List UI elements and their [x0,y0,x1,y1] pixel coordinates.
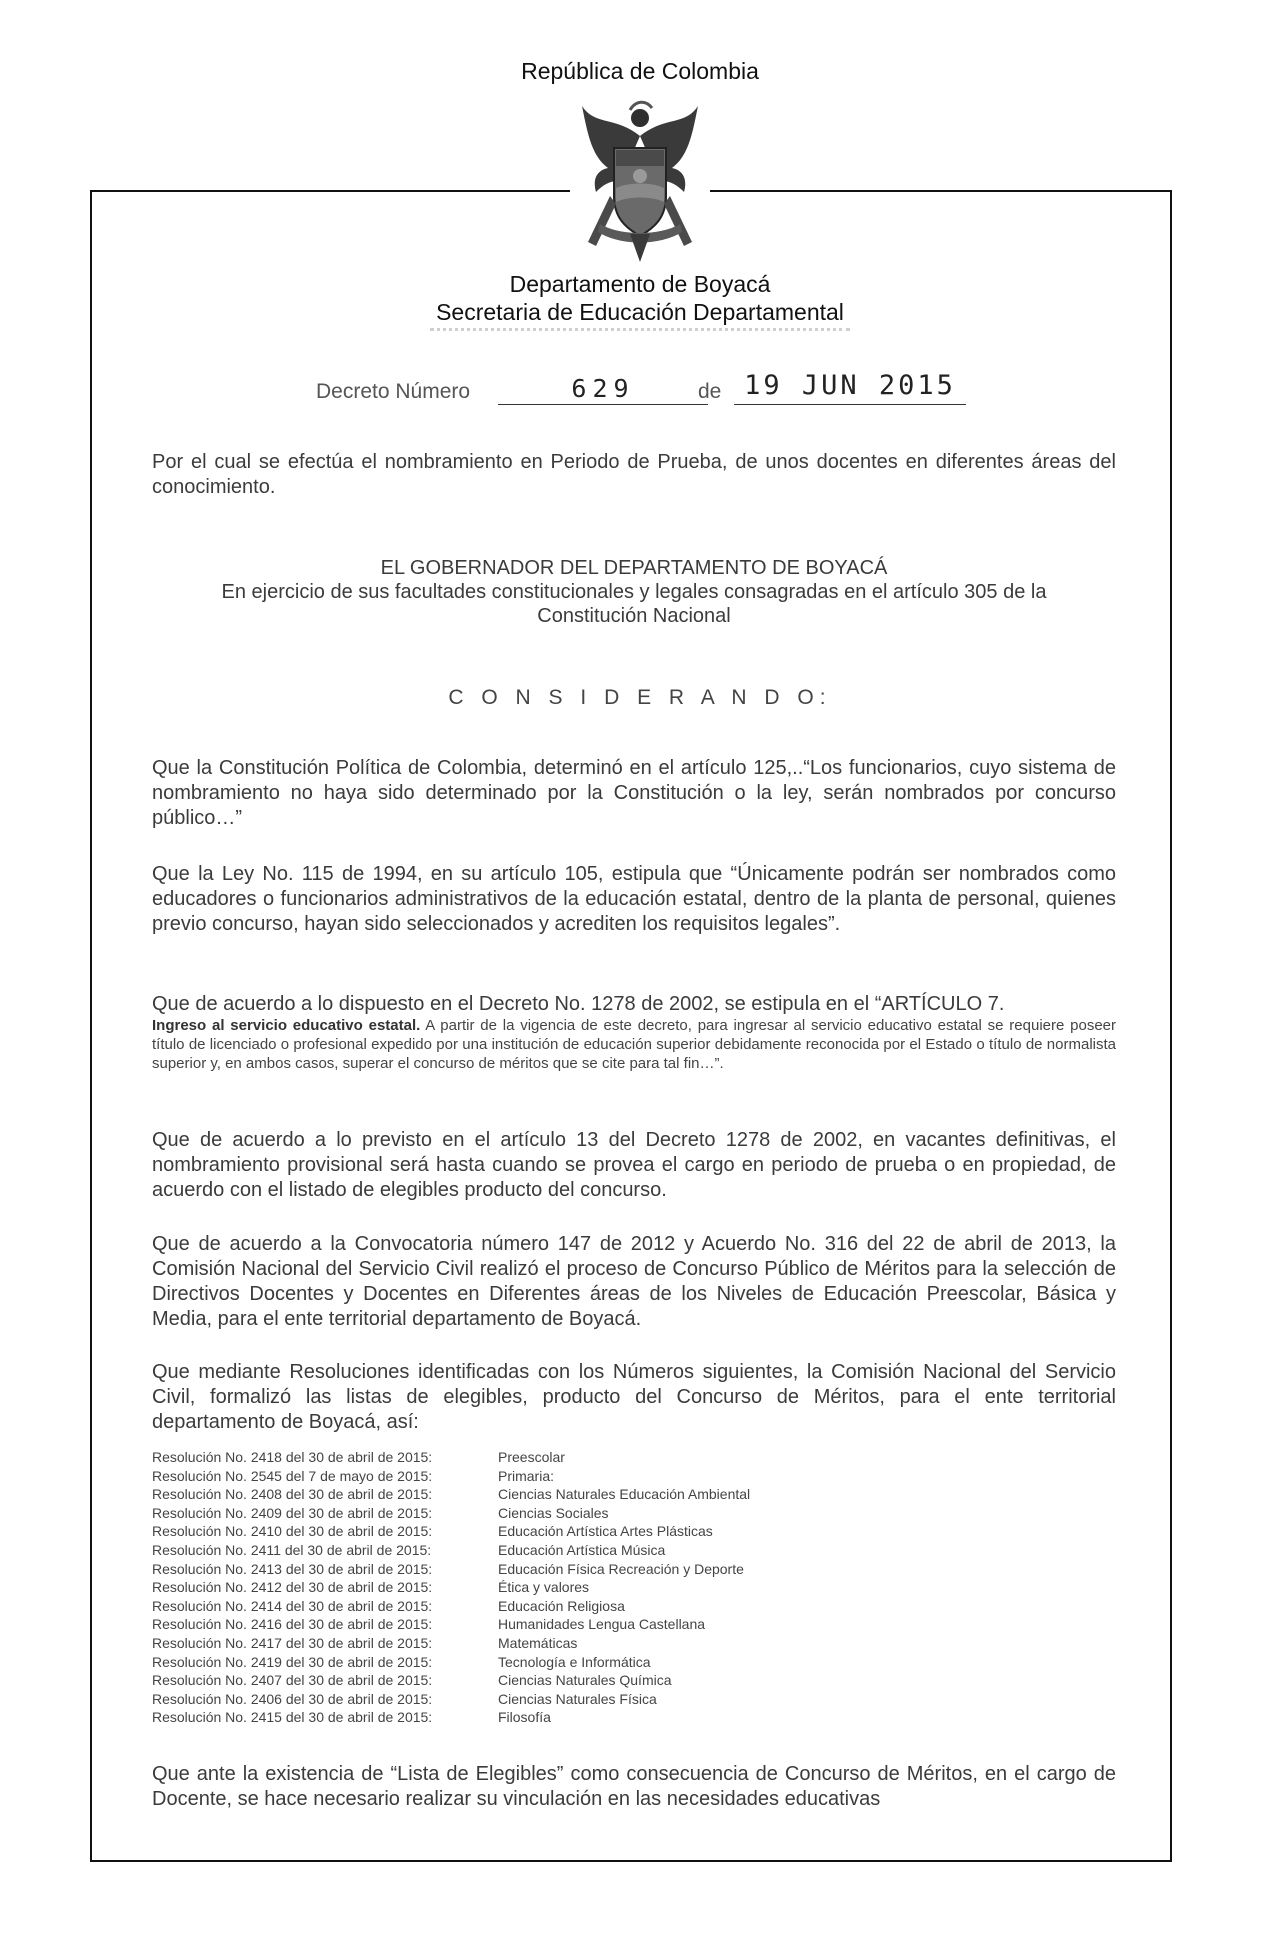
resolution-area: Educación Física Recreación y Deporte [498,1560,744,1577]
resolution-number: Resolución No. 2418 del 30 de abril de 2015: [152,1449,433,1465]
resolution-number: Resolución No. 2406 del 30 de abril de 2015: [152,1690,433,1707]
resolution-row [152,1578,852,1597]
coat-of-arms-icon [570,96,710,266]
paragraph-decreto-1278: Que de acuerdo a lo dispuesto en el Decreto No. 1278 de 2002, se estipula en el “ARTÍCULO 7. [152,993,1005,1015]
resolution-number: Resolución No. 2412 del 30 de abril de 2015: [152,1579,433,1596]
resolution-row [152,1690,852,1709]
governor-faculties-line2: Constitución Nacional [537,605,731,627]
resolution-number: Resolución No. 2408 del 30 de abril de 2015: [152,1486,433,1503]
resolution-row [152,1615,852,1634]
resolution-number: Resolución No. 2419 del 30 de abril de 2015: [152,1653,433,1670]
resolution-row [152,1653,852,1672]
resolution-number: Resolución No. 2410 del 30 de abril de 2015: [152,1523,433,1540]
resolution-row [152,1485,852,1504]
secretary-name: Secretaria de Educación Departamental [436,299,844,325]
resolution-row [152,1522,852,1541]
paragraph-constitution: Que la Constitución Política de Colombia, determinó en el artículo 125,..“Los funcionarios, cuyo sistema de nombramiento no haya sido determinado por la Constitución o la ley, serán nombrados por concurso público…” [152,757,1116,829]
resolution-area: Ética y valores [498,1579,590,1596]
governor-block [152,556,1116,628]
decree-date-label: de [698,380,722,403]
article-7-quote [152,1016,1116,1073]
resolutions-list [152,1448,852,1727]
article-7-title: Ingreso al servicio educativo estatal. [152,1017,421,1034]
paragraph-resoluciones: Que mediante Resoluciones identificadas con los Números siguientes, la Comisión Nacional del Servicio Civil, formalizó las listas de elegibles, producto del Concurso de Méritos, para el ente territorial departamento de Boyacá, así: [152,1361,1116,1433]
resolution-area: Ciencias Naturales Educación Ambiental [498,1486,751,1503]
resolution-row [152,1541,852,1560]
resolution-number: Resolución No. 2409 del 30 de abril de 2015: [152,1504,433,1521]
resolution-area: Matemáticas [498,1634,578,1651]
resolution-area: Tecnología e Informática [498,1653,651,1670]
decree-number-value: 629 [498,374,708,405]
resolution-area: Ciencias Naturales Física [498,1690,657,1707]
decree-number-label: Decreto Número [316,380,471,403]
resolution-row [152,1448,852,1467]
resolution-number: Resolución No. 2413 del 30 de abril de 2015: [152,1560,433,1577]
resolution-number: Resolución No. 2415 del 30 de abril de 2015: [152,1709,433,1726]
decree-number-line [316,370,956,412]
paragraph-convocatoria: Que de acuerdo a la Convocatoria número 147 de 2012 y Acuerdo No. 316 del 22 de abril de 2013, la Comisión Nacional del Servicio Civil realizó el proceso de Concurso Público de Méritos para la selección de Directivos Docentes y Docentes en Diferentes áreas de los Niveles de Educación Preescolar, Básica y Media, para el ente territorial departamento de Boyacá. [152,1233,1116,1330]
resolution-row [152,1504,852,1523]
governor-faculties-line1: En ejercicio de sus facultades constitucionales y legales consagradas en el artículo 305 de la [221,581,1047,603]
resolution-area: Ciencias Sociales [498,1504,609,1521]
paragraph-ley-115: Que la Ley No. 115 de 1994, en su artículo 105, estipula que “Únicamente podrán ser nombrados como educadores o funcionarios administrativos de la educación estatal, dentro de la planta de personal, quienes previo concurso, hayan sido seleccionados y acrediten los requisitos legales”. [152,863,1116,935]
article-7-text: A partir de la vigencia de este decreto, para ingresar al servicio educativo estatal se requiere poseer título de licenciado o profesional expedido por una institución de educación superior debidamente reconocida por el Estado o título de normalista superior y, en ambos casos, superar el concurso de méritos que se cite para tal fin…”. [152,1017,1116,1072]
resolution-number: Resolución No. 2414 del 30 de abril de 2015: [152,1597,433,1614]
resolution-number: Resolución No. 2416 del 30 de abril de 2015: [152,1616,433,1633]
paragraph-article-13: Que de acuerdo a lo previsto en el artículo 13 del Decreto 1278 de 2002, en vacantes definitivas, el nombramiento provisional será hasta cuando se provea el cargo en periodo de prueba o en propiedad, de acuerdo con el listado de elegibles producto del concurso. [152,1129,1116,1201]
decree-intro: Por el cual se efectúa el nombramiento en Periodo de Prueba, de unos docentes en diferentes áreas del conocimiento. [152,451,1116,498]
resolution-number: Resolución No. 2417 del 30 de abril de 2015: [152,1634,433,1651]
crest-graphic [570,96,710,266]
resolution-row [152,1708,852,1727]
resolution-area: Primaria: [498,1467,555,1484]
resolution-area: Educación Artística Música [498,1541,666,1558]
resolution-row [152,1634,852,1653]
resolution-row [152,1671,852,1690]
resolution-number: Resolución No. 2407 del 30 de abril de 2015: [152,1672,433,1689]
decree-date-stamp: 19 JUN 2015 [734,370,966,405]
resolution-area: Preescolar [498,1449,565,1465]
resolution-area: Filosofía [498,1709,551,1726]
department-name: Departamento de Boyacá [509,271,771,297]
resolution-row [152,1467,852,1486]
governor-title: EL GOBERNADOR DEL DEPARTAMENTO DE BOYACÁ [380,557,888,579]
considerando-heading: C O N S I D E R A N D O: [448,686,832,709]
paragraph-lista-elegibles: Que ante la existencia de “Lista de Elegibles” como consecuencia de Concurso de Méritos, en el cargo de Docente, se hace necesario realizar su vinculación en las necesidades educativas [152,1763,1116,1810]
resolution-row [152,1560,852,1579]
resolution-area: Ciencias Naturales Química [498,1672,672,1689]
country-title: República de Colombia [521,58,759,84]
resolution-area: Humanidades Lengua Castellana [498,1616,706,1633]
resolution-number: Resolución No. 2545 del 7 de mayo de 2015: [152,1467,433,1484]
resolution-number: Resolución No. 2411 del 30 de abril de 2015: [152,1541,432,1558]
resolution-area: Educación Religiosa [498,1597,625,1614]
faded-text-line [430,328,850,331]
resolution-area: Educación Artística Artes Plásticas [498,1523,713,1540]
resolution-row [152,1597,852,1616]
